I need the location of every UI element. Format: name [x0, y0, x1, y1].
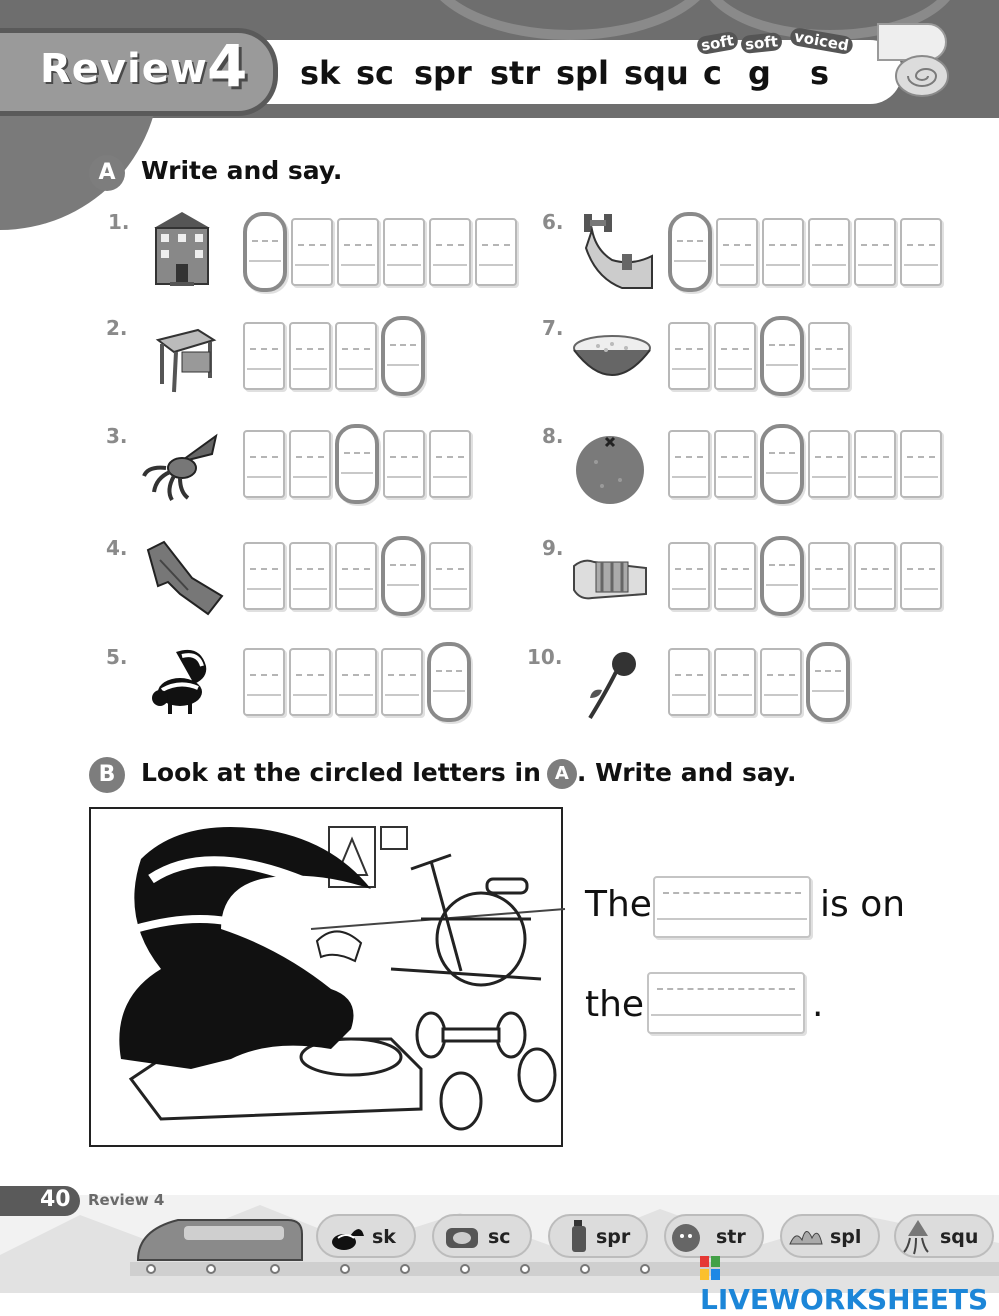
item-number: 9.: [542, 536, 564, 560]
rose-icon: [572, 644, 652, 724]
letter-box[interactable]: [429, 542, 471, 610]
page-number: 40: [40, 1187, 71, 1212]
part-b-instruction-end: . Write and say.: [576, 758, 797, 787]
letter-box[interactable]: [429, 430, 471, 498]
wheel: [400, 1264, 410, 1274]
sound-sk: sk: [300, 54, 341, 92]
letter-box-circled[interactable]: [243, 212, 287, 292]
item-number: 7.: [542, 316, 564, 340]
letter-box[interactable]: [243, 322, 285, 390]
letter-box[interactable]: [714, 322, 756, 390]
desk-icon: [148, 318, 228, 398]
part-a-instruction: Write and say.: [141, 156, 343, 185]
sound-c: c: [703, 54, 722, 92]
letter-box-circled[interactable]: [760, 424, 804, 504]
letter-box[interactable]: [808, 542, 850, 610]
letter-box[interactable]: [475, 218, 517, 286]
sentence-word-the: The: [585, 884, 652, 925]
wheel: [580, 1264, 590, 1274]
item-number: 3.: [106, 424, 128, 448]
answer-field-2[interactable]: [647, 972, 805, 1034]
letter-box[interactable]: [900, 218, 942, 286]
train-car-label: str: [716, 1226, 746, 1248]
letter-box[interactable]: [808, 430, 850, 498]
letter-box[interactable]: [714, 542, 756, 610]
wheel: [640, 1264, 650, 1274]
footer-title: Review 4: [88, 1191, 165, 1209]
review-title: Review: [40, 46, 208, 92]
answer-boxes: [243, 430, 471, 498]
part-b-instruction: [141, 758, 796, 789]
header-swirl-decoration: [420, 0, 720, 40]
letter-box[interactable]: [335, 648, 377, 716]
letter-box[interactable]: [714, 430, 756, 498]
wheel: [270, 1264, 280, 1274]
answer-boxes: [668, 322, 850, 390]
item-number: 6.: [542, 210, 564, 234]
answer-boxes: [243, 648, 471, 716]
liveworksheets-watermark[interactable]: [700, 1250, 999, 1316]
letter-box-circled[interactable]: [427, 642, 471, 722]
note-soft-c: soft: [696, 31, 739, 56]
sound-spr: spr: [414, 54, 472, 92]
letter-box[interactable]: [668, 542, 710, 610]
part-b-instruction-text: Look at the circled letters in: [141, 758, 541, 787]
part-a-reference-badge: A: [547, 759, 577, 789]
train-car-label: sk: [372, 1226, 396, 1248]
letter-box[interactable]: [808, 218, 850, 286]
squid-icon: [140, 428, 220, 508]
letter-box[interactable]: [243, 648, 285, 716]
letter-box[interactable]: [429, 218, 471, 286]
sound-s: s: [810, 54, 830, 92]
letter-box[interactable]: [854, 430, 896, 498]
item-number: 2.: [106, 316, 128, 340]
sound-g: g: [748, 54, 771, 92]
sound-spl: spl: [556, 54, 609, 92]
sound-squ: squ: [624, 54, 689, 92]
skunk-icon: [326, 1216, 366, 1256]
letter-box[interactable]: [335, 542, 377, 610]
item-number: 1.: [108, 210, 130, 234]
letter-box[interactable]: [668, 648, 710, 716]
train-car-label: spl: [830, 1226, 862, 1248]
answer-boxes: [668, 648, 850, 716]
letter-box[interactable]: [381, 648, 423, 716]
letter-box[interactable]: [335, 322, 377, 390]
letter-box[interactable]: [854, 218, 896, 286]
skunk-icon: [146, 642, 226, 722]
wheel: [206, 1264, 216, 1274]
letter-box[interactable]: [289, 430, 331, 498]
skunk-scale-gym-illustration: [89, 807, 563, 1147]
note-voiced-s: voiced: [789, 27, 854, 56]
rice-bowl-icon: [572, 320, 652, 400]
letter-box-circled[interactable]: [381, 536, 425, 616]
sentence-word-the-2: the: [585, 984, 645, 1025]
letter-box-circled[interactable]: [760, 316, 804, 396]
train-car-label: squ: [940, 1226, 979, 1248]
train-car-label: sc: [488, 1226, 511, 1248]
wheel: [146, 1264, 156, 1274]
item-number: 10.: [527, 645, 563, 669]
item-number: 8.: [542, 424, 564, 448]
wheel: [520, 1264, 530, 1274]
letter-box-circled[interactable]: [760, 536, 804, 616]
item-number: 5.: [106, 645, 128, 669]
letter-box[interactable]: [291, 218, 333, 286]
letter-box[interactable]: [383, 218, 425, 286]
letter-box-circled[interactable]: [381, 316, 425, 396]
letter-box[interactable]: [289, 542, 331, 610]
gym-scene-drawing: [91, 809, 565, 1149]
part-b-badge: B: [89, 757, 125, 793]
arm-with-dumbbell-icon: [578, 208, 658, 288]
letter-box[interactable]: [383, 430, 425, 498]
wheel: [460, 1264, 470, 1274]
wrist-splint-icon: [572, 540, 652, 620]
school-building-icon: [142, 208, 222, 288]
sentence-word-is-on: is on: [820, 884, 906, 925]
sentence-period: .: [812, 984, 824, 1025]
letter-box[interactable]: [808, 322, 850, 390]
wheel: [340, 1264, 350, 1274]
orange-icon: [572, 428, 652, 508]
answer-boxes: [668, 542, 942, 610]
letter-box[interactable]: [337, 218, 379, 286]
answer-field-1[interactable]: [653, 876, 811, 938]
spray-can-icon: [560, 1216, 600, 1256]
answer-boxes: [243, 218, 517, 286]
letter-box-circled[interactable]: [668, 212, 712, 292]
scale-icon: [442, 1216, 482, 1256]
letter-box-circled[interactable]: [806, 642, 850, 722]
letter-box[interactable]: [243, 430, 285, 498]
part-a-badge: A: [89, 155, 125, 191]
letter-box[interactable]: [289, 648, 331, 716]
letter-box[interactable]: [760, 648, 802, 716]
letter-box[interactable]: [900, 430, 942, 498]
note-soft-g: soft: [740, 32, 783, 54]
answer-boxes: [243, 322, 425, 390]
train-engine-icon: [128, 1212, 304, 1266]
letter-box[interactable]: [289, 322, 331, 390]
letter-box[interactable]: [900, 542, 942, 610]
item-number: 4.: [106, 536, 128, 560]
watermark-text: LIVEWORKSHEETS: [700, 1283, 989, 1316]
answer-boxes: [243, 542, 471, 610]
letter-box[interactable]: [668, 430, 710, 498]
train-car-label: spr: [596, 1226, 631, 1248]
sound-str: str: [490, 54, 541, 92]
letter-box[interactable]: [716, 218, 758, 286]
answer-boxes: [668, 430, 942, 498]
scroll-roll-icon: [870, 14, 950, 100]
letter-box[interactable]: [762, 218, 804, 286]
letter-box[interactable]: [668, 322, 710, 390]
letter-box[interactable]: [243, 542, 285, 610]
letter-box[interactable]: [714, 648, 756, 716]
pants-icon: [142, 538, 222, 618]
review-number: 4: [207, 32, 248, 100]
sound-sc: sc: [356, 54, 395, 92]
answer-boxes: [668, 218, 942, 286]
letter-box-circled[interactable]: [335, 424, 379, 504]
liveworksheets-logo-icon: [700, 1256, 720, 1280]
letter-box[interactable]: [854, 542, 896, 610]
